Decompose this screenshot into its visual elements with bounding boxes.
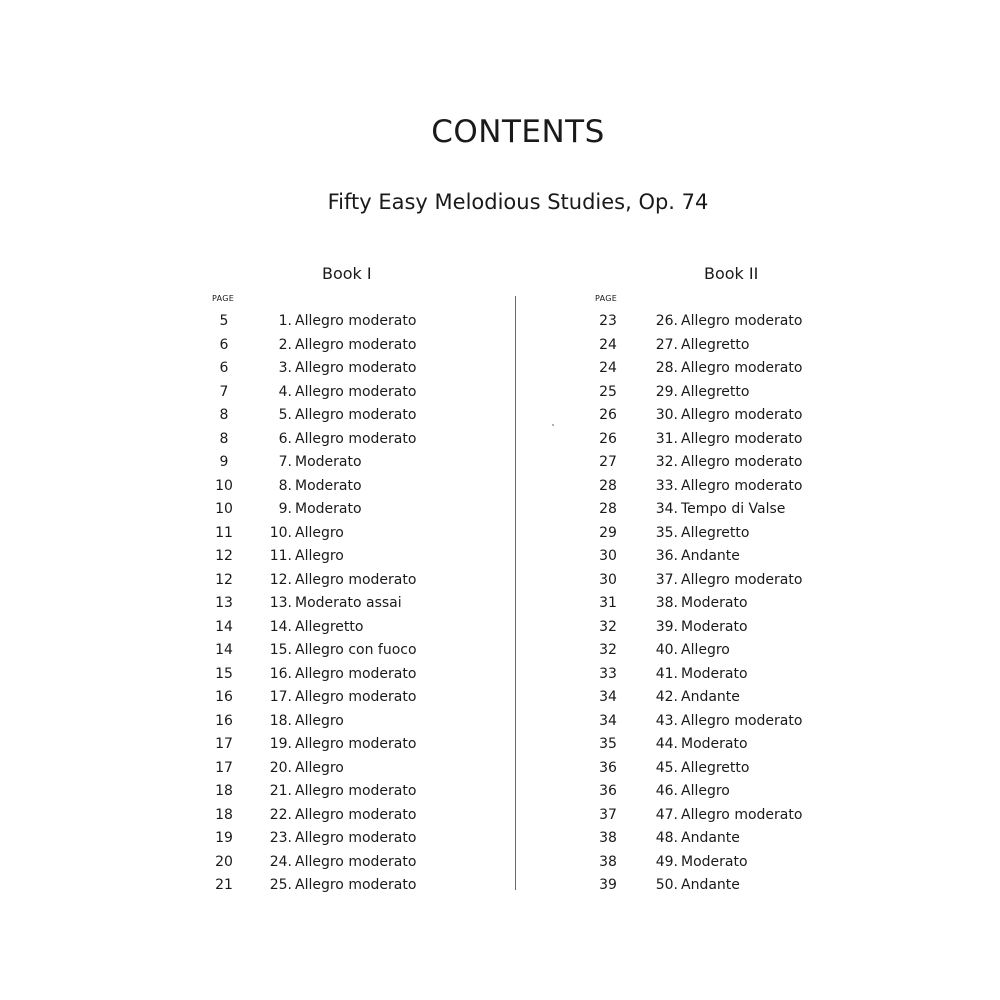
entry-study-number: 41. bbox=[655, 665, 678, 682]
entry-page-number: 30 bbox=[599, 548, 617, 564]
entry-study-title: Allegro moderato bbox=[681, 313, 803, 329]
entry-page-number: 8 bbox=[219, 430, 229, 447]
entry-study-title: Allegro moderato bbox=[681, 407, 803, 423]
entry-study-title: Moderato bbox=[681, 736, 748, 752]
entry-page-number: 26 bbox=[599, 407, 617, 423]
entry-study-number: 28. bbox=[655, 360, 678, 376]
book-heading: Book II bbox=[704, 264, 759, 283]
entry-page-number: 35 bbox=[599, 736, 617, 752]
entry-study-title: Moderato bbox=[295, 501, 362, 517]
entry-study-title: Allegro moderato bbox=[681, 454, 803, 470]
entry-study-title: Allegro moderato bbox=[681, 571, 803, 588]
entry-study-title: Allegro bbox=[295, 524, 344, 541]
entry-study-number: 16. bbox=[269, 665, 292, 682]
entry-study-title: Allegro moderato bbox=[295, 336, 417, 353]
entry-study-title: Allegro moderato bbox=[295, 430, 417, 447]
entry-page-number: 28 bbox=[599, 477, 617, 494]
entry-page-number: 21 bbox=[215, 877, 233, 893]
entry-page-number: 16 bbox=[215, 689, 233, 705]
entry-study-number: 20. bbox=[269, 759, 292, 776]
entry-page-number: 33 bbox=[599, 665, 617, 682]
entry-page-number: 18 bbox=[215, 783, 233, 799]
entry-study-number: 18. bbox=[269, 712, 292, 729]
entry-study-title: Allegro moderato bbox=[295, 383, 417, 400]
entry-page-number: 38 bbox=[599, 853, 617, 870]
entry-study-title: Allegretto bbox=[681, 759, 750, 776]
entry-study-number: 36. bbox=[655, 548, 678, 564]
entry-study-number: 46. bbox=[655, 783, 678, 799]
entry-page-number: 38 bbox=[599, 830, 617, 846]
entry-study-number: 8. bbox=[278, 477, 292, 494]
entry-page-number: 29 bbox=[599, 524, 617, 541]
entry-page-number: 26 bbox=[599, 430, 617, 447]
entry-study-title: Allegretto bbox=[681, 383, 750, 400]
entry-study-number: 39. bbox=[655, 618, 678, 635]
entry-study-title: Allegro moderato bbox=[681, 430, 803, 447]
entry-study-number: 19. bbox=[269, 736, 292, 752]
entry-study-number: 12. bbox=[269, 571, 292, 588]
page-column-label: PAGE bbox=[595, 294, 618, 303]
entry-page-number: 34 bbox=[599, 712, 617, 729]
entry-page-number: 15 bbox=[215, 665, 233, 682]
entry-study-title: Allegro bbox=[681, 642, 730, 658]
entry-study-number: 11. bbox=[269, 548, 292, 564]
page-title: CONTENTS bbox=[431, 114, 605, 150]
entry-study-title: Moderato bbox=[681, 595, 748, 611]
entry-study-number: 3. bbox=[278, 360, 292, 376]
entry-page-number: 20 bbox=[215, 853, 233, 870]
entry-page-number: 10 bbox=[215, 501, 233, 517]
entry-study-number: 44. bbox=[655, 736, 678, 752]
entry-page-number: 9 bbox=[219, 454, 229, 470]
entry-study-title: Allegro moderato bbox=[295, 877, 417, 893]
entry-study-number: 15. bbox=[269, 642, 292, 658]
entry-study-title: Moderato bbox=[681, 665, 748, 682]
entry-page-number: 25 bbox=[599, 383, 617, 400]
entry-page-number: 17 bbox=[215, 759, 233, 776]
entry-study-title: Allegro moderato bbox=[295, 830, 417, 846]
entry-page-number: 12 bbox=[215, 571, 233, 588]
book-heading: Book I bbox=[322, 264, 372, 283]
entry-study-number: 30. bbox=[655, 407, 678, 423]
entry-study-title: Allegro moderato bbox=[295, 665, 417, 682]
entry-page-number: 34 bbox=[599, 689, 617, 705]
entry-study-title: Allegro moderato bbox=[681, 806, 803, 823]
entry-study-title: Allegro bbox=[295, 712, 344, 729]
entry-study-number: 32. bbox=[655, 454, 678, 470]
entry-study-number: 35. bbox=[655, 524, 678, 541]
entry-study-title: Moderato bbox=[681, 618, 748, 635]
page-subtitle: Fifty Easy Melodious Studies, Op. 74 bbox=[327, 190, 709, 214]
entry-page-number: 36 bbox=[599, 759, 617, 776]
entry-study-number: 27. bbox=[655, 336, 678, 353]
entry-study-number: 14. bbox=[269, 618, 292, 635]
column-divider bbox=[515, 296, 516, 890]
entry-study-title: Andante bbox=[681, 877, 740, 893]
entry-study-number: 22. bbox=[269, 806, 292, 823]
entry-study-number: 45. bbox=[655, 759, 678, 776]
entry-study-number: 21. bbox=[269, 783, 292, 799]
entry-page-number: 13 bbox=[215, 595, 233, 611]
entry-study-number: 17. bbox=[269, 689, 292, 705]
entry-study-number: 47. bbox=[655, 806, 678, 823]
entry-study-title: Allegro bbox=[681, 783, 730, 799]
entry-page-number: 14 bbox=[215, 618, 233, 635]
entry-page-number: 12 bbox=[215, 548, 233, 564]
entry-study-title: Allegretto bbox=[681, 524, 750, 541]
entry-study-title: Allegro moderato bbox=[295, 313, 417, 329]
page-column-label: PAGE bbox=[212, 294, 235, 303]
entry-study-number: 49. bbox=[655, 853, 678, 870]
entry-study-title: Allegro moderato bbox=[295, 783, 417, 799]
entry-page-number: 23 bbox=[599, 313, 617, 329]
entry-study-title: Andante bbox=[681, 830, 740, 846]
entry-page-number: 30 bbox=[599, 571, 617, 588]
entry-study-number: 4. bbox=[278, 383, 292, 400]
entry-study-title: Moderato assai bbox=[295, 595, 402, 611]
entry-study-number: 23. bbox=[269, 830, 292, 846]
entry-study-number: 48. bbox=[655, 830, 678, 846]
entry-page-number: 6 bbox=[219, 360, 229, 376]
entry-page-number: 6 bbox=[219, 336, 229, 353]
entry-study-title: Allegro moderato bbox=[295, 806, 417, 823]
entry-page-number: 5 bbox=[219, 313, 229, 329]
entry-page-number: 27 bbox=[599, 454, 617, 470]
entry-study-number: 9. bbox=[278, 501, 292, 517]
entry-page-number: 32 bbox=[599, 642, 617, 658]
entry-study-number: 33. bbox=[655, 477, 678, 494]
entry-study-title: Allegro moderato bbox=[295, 689, 417, 705]
entry-study-number: 7. bbox=[278, 454, 292, 470]
entry-study-title: Allegro moderato bbox=[295, 853, 417, 870]
entry-study-title: Allegro moderato bbox=[295, 736, 417, 752]
entry-study-title: Moderato bbox=[681, 853, 748, 870]
entry-study-number: 43. bbox=[655, 712, 678, 729]
entry-study-title: Andante bbox=[681, 548, 740, 564]
entry-study-title: Moderato bbox=[295, 454, 362, 470]
entry-study-title: Allegro con fuoco bbox=[295, 642, 417, 658]
entry-page-number: 39 bbox=[599, 877, 617, 893]
entry-page-number: 10 bbox=[215, 477, 233, 494]
entry-page-number: 7 bbox=[219, 383, 229, 400]
entry-page-number: 28 bbox=[599, 501, 617, 517]
entry-page-number: 37 bbox=[599, 806, 617, 823]
entry-page-number: 16 bbox=[215, 712, 233, 729]
entry-study-title: Allegro moderato bbox=[295, 407, 417, 423]
entry-study-number: 10. bbox=[269, 524, 292, 541]
entry-page-number: 31 bbox=[599, 595, 617, 611]
entry-study-number: 31. bbox=[655, 430, 678, 447]
entry-study-title: Allegretto bbox=[295, 618, 364, 635]
entry-page-number: 18 bbox=[215, 806, 233, 823]
entry-study-number: 40. bbox=[655, 642, 678, 658]
entry-page-number: 24 bbox=[599, 336, 617, 353]
entry-page-number: 14 bbox=[215, 642, 233, 658]
entry-page-number: 11 bbox=[215, 524, 233, 541]
entry-study-title: Allegro bbox=[295, 548, 344, 564]
entry-study-number: 34. bbox=[655, 501, 678, 517]
entry-study-title: Moderato bbox=[295, 477, 362, 494]
entry-page-number: 36 bbox=[599, 783, 617, 799]
entry-study-number: 37. bbox=[655, 571, 678, 588]
entry-study-number: 13. bbox=[269, 595, 292, 611]
entry-study-number: 26. bbox=[655, 313, 678, 329]
entry-study-number: 24. bbox=[269, 853, 292, 870]
entry-study-title: Allegro moderato bbox=[295, 571, 417, 588]
entry-study-title: Allegretto bbox=[681, 336, 750, 353]
entry-study-number: 42. bbox=[655, 689, 678, 705]
entry-page-number: 17 bbox=[215, 736, 233, 752]
entry-study-number: 2. bbox=[278, 336, 292, 353]
entry-study-number: 1. bbox=[278, 313, 292, 329]
entry-study-number: 25. bbox=[269, 877, 292, 893]
print-speck bbox=[552, 424, 554, 426]
entry-study-title: Tempo di Valse bbox=[681, 501, 786, 517]
entry-study-number: 5. bbox=[278, 407, 292, 423]
entry-study-title: Allegro bbox=[295, 759, 344, 776]
entry-study-number: 29. bbox=[655, 383, 678, 400]
entry-study-title: Allegro moderato bbox=[295, 360, 417, 376]
entry-study-number: 38. bbox=[655, 595, 678, 611]
entry-study-number: 6. bbox=[278, 430, 292, 447]
entry-page-number: 8 bbox=[219, 407, 229, 423]
entry-page-number: 24 bbox=[599, 360, 617, 376]
entry-page-number: 19 bbox=[215, 830, 233, 846]
entry-study-title: Allegro moderato bbox=[681, 477, 803, 494]
entry-study-title: Allegro moderato bbox=[681, 712, 803, 729]
entry-study-title: Allegro moderato bbox=[681, 360, 803, 376]
entry-study-number: 50. bbox=[655, 877, 678, 893]
entry-page-number: 32 bbox=[599, 618, 617, 635]
entry-study-title: Andante bbox=[681, 689, 740, 705]
